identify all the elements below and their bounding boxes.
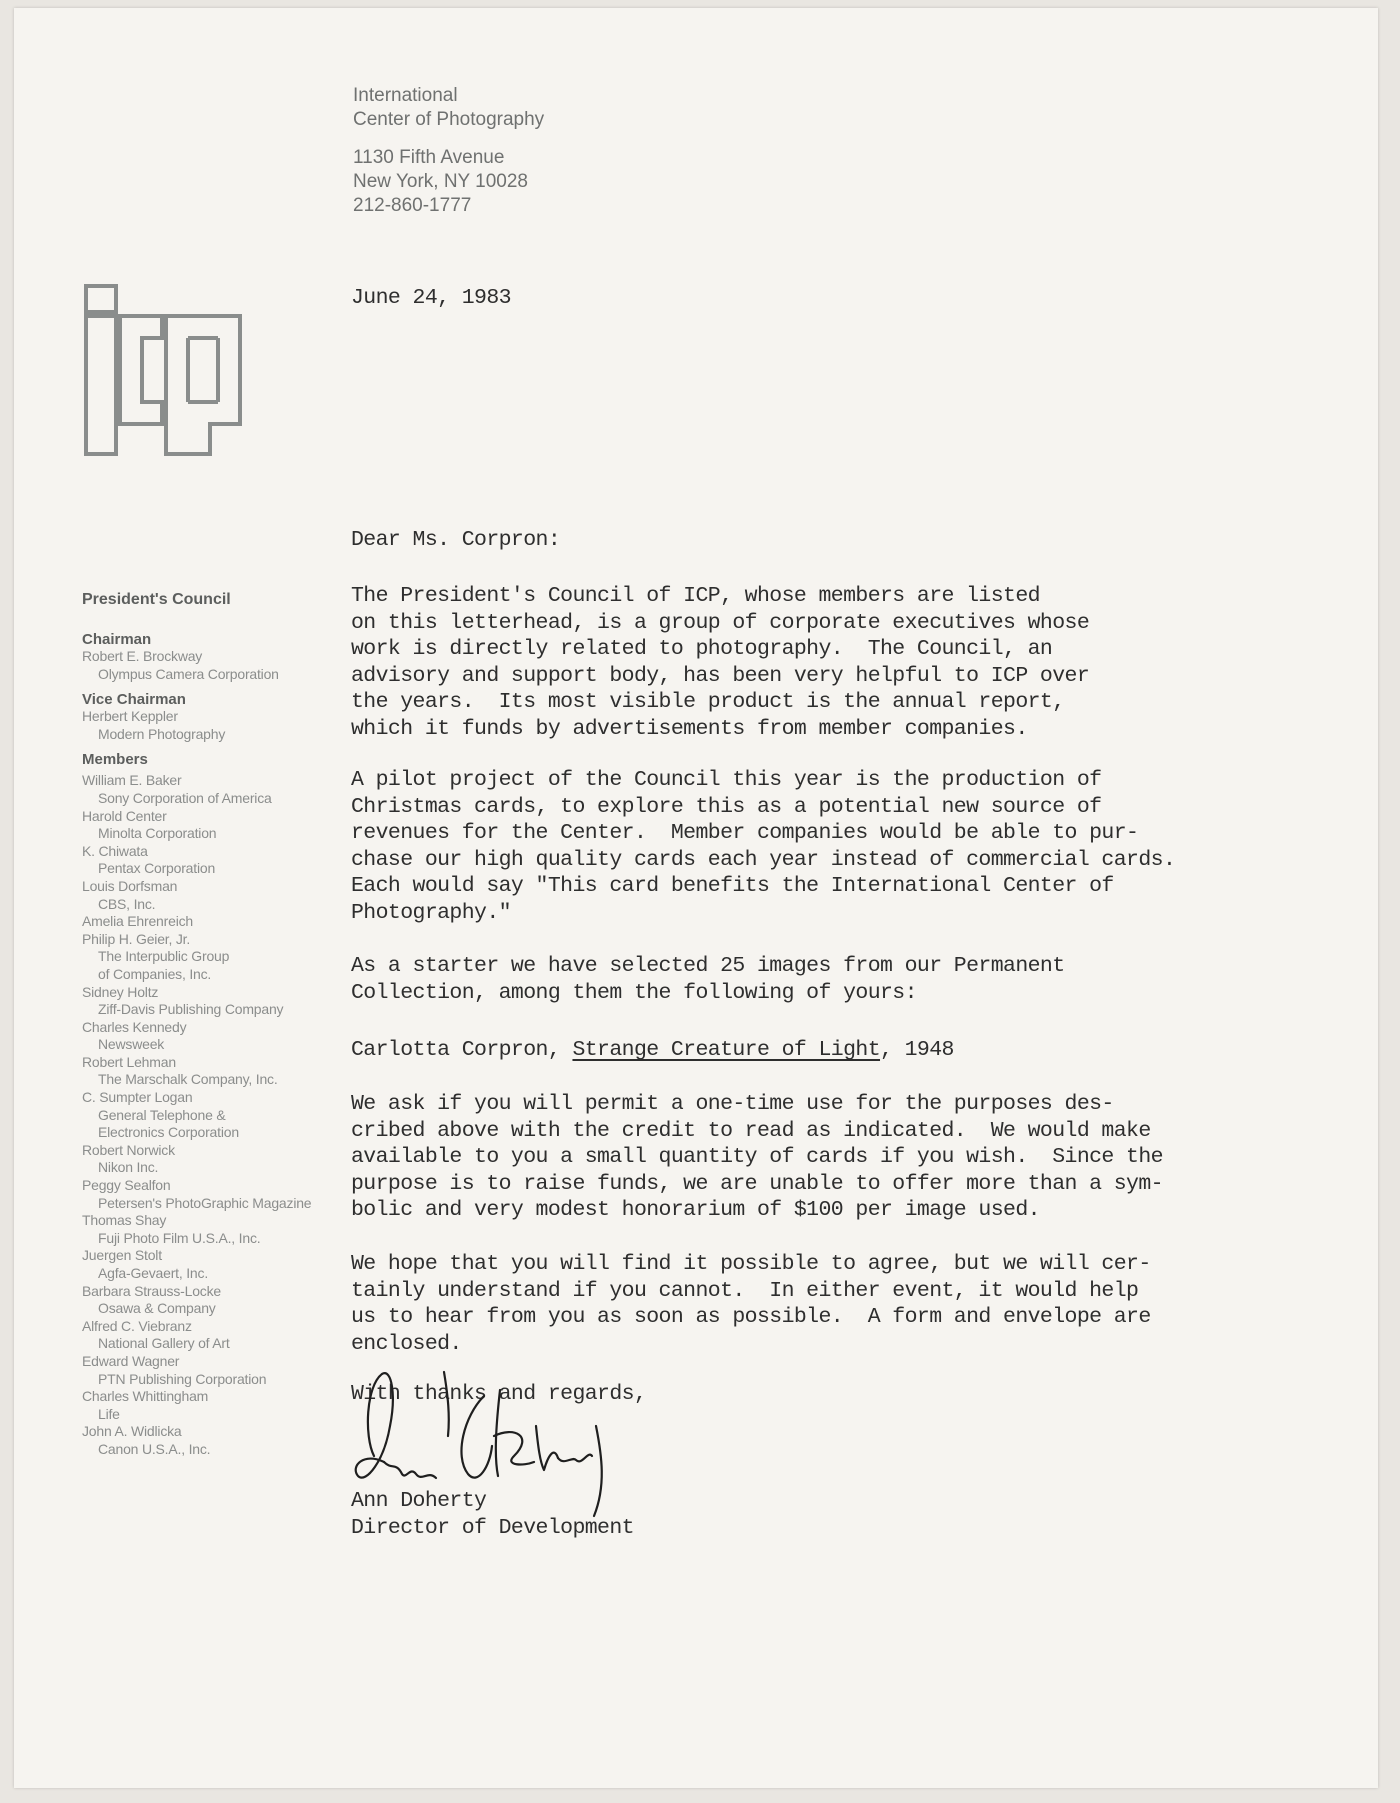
letter-line: Each would say "This card benefits the International Center of [351, 874, 1114, 899]
address-line1: 1130 Fifth Avenue [353, 147, 505, 168]
paragraph-2 [351, 767, 1175, 927]
signer-title: Director of Development [351, 1515, 634, 1540]
member-company: The Interpublic Group [98, 948, 230, 965]
member-name: Sidney Holtz [82, 983, 159, 1000]
member-company: Canon U.S.A., Inc. [98, 1440, 211, 1457]
letter-line: Collection, among them the following of yours: [351, 980, 917, 1005]
vice-chairman-name: Herbert Keppler [82, 708, 178, 725]
member-name: Robert Norwick [82, 1141, 175, 1158]
closing: With thanks and regards, [351, 1382, 647, 1406]
letter-line: the years. Its most visible product is the annual report, [351, 690, 1065, 715]
letter-line: chase our high quality cards each year instead of commercial cards. [351, 847, 1176, 872]
org-name-line2: Center of Photography [353, 109, 545, 130]
member-name: Alfred C. Viebranz [82, 1317, 192, 1334]
vice-chairman-label: Vice Chairman [82, 691, 186, 709]
presidents-council-sidebar [82, 591, 352, 1459]
letter-line: tainly understand if you cannot. In either event, it would help [351, 1278, 1139, 1303]
work-artist: Carlotta Corpron, [351, 1038, 573, 1062]
vice-chairman-block [82, 691, 352, 743]
member-company: CBS, Inc. [98, 895, 156, 912]
letter-line: cribed above with the credit to read as indicated. We would make [351, 1118, 1151, 1143]
letter-line: The President's Council of ICP, whose members are listed [351, 584, 1040, 608]
members-list [82, 772, 352, 1458]
member-company: Electronics Corporation [98, 1124, 239, 1141]
member-company: Life [98, 1405, 120, 1422]
member-name: Peggy Sealfon [82, 1177, 171, 1194]
member-company: Petersen's PhotoGraphic Magazine [98, 1194, 312, 1211]
letter-line: As a starter we have selected 25 images from our Permanent [351, 954, 1065, 978]
members-label: Members [82, 751, 148, 769]
chairman-label: Chairman [82, 631, 152, 648]
member-company: PTN Publishing Corporation [98, 1370, 267, 1387]
work-title: Strange Creature of Light [572, 1038, 881, 1062]
member-name: Philip H. Geier, Jr. [82, 930, 191, 947]
signer-name: Ann Doherty [351, 1489, 487, 1513]
member-name: Edward Wagner [82, 1352, 180, 1369]
member-company: of Companies, Inc. [98, 965, 212, 982]
member-name: Barbara Strauss-Locke [82, 1282, 221, 1299]
member-company: Sony Corporation of America [98, 789, 272, 806]
letter-line: We ask if you will permit a one-time use for the purposes des- [351, 1092, 1114, 1116]
council-title: President's Council [82, 591, 231, 608]
letterhead [353, 84, 544, 218]
signer-block [351, 1488, 634, 1541]
paragraph-4 [351, 1091, 1163, 1224]
member-company: Minolta Corporation [98, 825, 217, 842]
member-company: The Marschalk Company, Inc. [98, 1071, 278, 1088]
member-name: John A. Widlicka [82, 1423, 182, 1440]
letter-line: us to hear from you as soon as possible. A form and envelope are [351, 1305, 1151, 1330]
phone-number: 212-860-1777 [353, 195, 472, 216]
letter-line: available to you a small quantity of cards if you wish. Since the [351, 1145, 1163, 1170]
chairman-block [82, 631, 352, 683]
member-company: Pentax Corporation [98, 860, 216, 877]
member-company: Agfa-Gevaert, Inc. [98, 1265, 209, 1281]
member-name: Charles Whittingham [82, 1388, 209, 1405]
letter-line: purpose is to raise funds, we are unable to offer more than a sym- [351, 1171, 1163, 1196]
letter-line: enclosed. [351, 1331, 462, 1356]
address-line2: New York, NY 10028 [353, 171, 528, 192]
salutation: Dear Ms. Corpron: [351, 528, 561, 552]
letter-line: work is directly related to photography. The Council, an [351, 637, 1053, 662]
work-citation [351, 1037, 954, 1064]
letter-line: which it funds by advertisements from member companies. [351, 716, 1028, 741]
member-company: Osawa & Company [98, 1300, 216, 1317]
chairman-company: Olympus Camera Corporation [98, 665, 279, 682]
work-year: , 1948 [880, 1038, 954, 1062]
member-name: Amelia Ehrenreich [82, 913, 193, 930]
letter-line: bolic and very modest honorarium of $100 per image used. [351, 1198, 1040, 1223]
letter-sheet [14, 8, 1378, 1788]
member-company: Ziff-Davis Publishing Company [98, 1001, 284, 1018]
member-name: C. Sumpter Logan [82, 1089, 193, 1106]
letter-line: advisory and support body, has been very helpful to ICP over [351, 663, 1090, 688]
vice-chairman-company: Modern Photography [98, 725, 226, 742]
letter-line: revenues for the Center. Member companies would be able to pur- [351, 821, 1139, 846]
paragraph-5 [351, 1251, 1151, 1357]
member-name: Harold Center [82, 807, 167, 824]
member-name: Robert Lehman [82, 1053, 176, 1070]
paragraph-1 [351, 583, 1089, 743]
letter-line: Photography." [351, 900, 511, 925]
member-company: Newsweek [98, 1036, 165, 1053]
member-company: General Telephone & [98, 1106, 226, 1123]
paragraph-3 [351, 953, 1065, 1006]
member-name: William E. Baker [82, 772, 182, 789]
member-name: Juergen Stolt [82, 1247, 162, 1264]
member-company: Fuji Photo Film U.S.A., Inc. [98, 1229, 261, 1246]
letter-line: A pilot project of the Council this year is the production of [351, 768, 1102, 792]
member-company: National Gallery of Art [98, 1335, 230, 1352]
letter-line: Christmas cards, to explore this as a potential new source of [351, 794, 1102, 819]
member-name: Thomas Shay [82, 1212, 167, 1229]
letter-date: June 24, 1983 [351, 286, 511, 310]
icp-logo [84, 284, 244, 456]
member-name: Charles Kennedy [82, 1018, 187, 1035]
org-name-line1: International [353, 85, 458, 106]
member-name: K. Chiwata [82, 842, 148, 859]
letter-line: on this letterhead, is a group of corporate executives whose [351, 610, 1090, 635]
member-name: Louis Dorfsman [82, 877, 178, 894]
chairman-name: Robert E. Brockway [82, 648, 203, 664]
letter-line: We hope that you will find it possible to agree, but we will cer- [351, 1252, 1151, 1276]
member-company: Nikon Inc. [98, 1159, 159, 1176]
